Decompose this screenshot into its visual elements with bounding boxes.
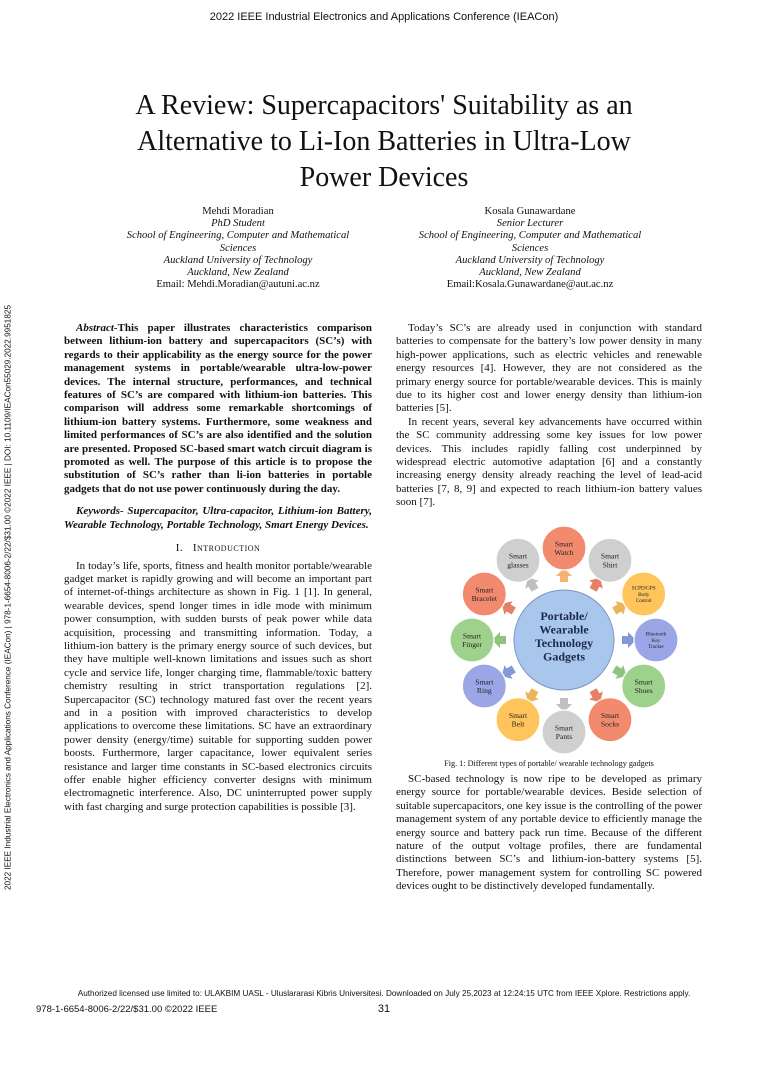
keywords-label: Keywords- bbox=[76, 505, 124, 518]
author-role: Senior Lecturer bbox=[496, 218, 564, 230]
section-number: I. bbox=[175, 542, 184, 555]
gadget-label: Smart bbox=[554, 539, 574, 549]
gadget-label: Smart bbox=[600, 551, 620, 561]
right-column-bottom bbox=[396, 773, 702, 894]
author-school-cont: Sciences bbox=[511, 242, 549, 254]
gadget-label: Socks bbox=[600, 719, 620, 729]
keywords bbox=[64, 505, 372, 532]
paper-title bbox=[60, 88, 708, 196]
wearable-gadgets-diagram bbox=[396, 522, 702, 758]
center-label: Gadgets bbox=[543, 649, 585, 664]
keywords-text: Supercapacitor, Ultra-capacitor, Lithium-ion Battery, Wearable Technology, Portable Technology, Smart Energy Devices. bbox=[64, 505, 372, 531]
right-paragraph-1: Today’s SC’s are already used in conjunction with standard batteries to compensate for the battery’s low power density in many high-power applications, such as electric vehicles and renewable energy resources [4]. However, they are not considered as the primary energy source for portable/wearable devices. This is mainly due to its higher cost and lower energy density than lithium-ion batteries [5]. bbox=[396, 322, 702, 415]
gadget-label: Key bbox=[651, 637, 661, 644]
gadget-label: Pants bbox=[555, 732, 573, 741]
author-school-cont: Sciences bbox=[219, 242, 257, 254]
right-paragraph-2: In recent years, several key advancements have occurred within the SC community addressing some key issues for low power devices. This includes rapidly falling cost underpinned by widespread electric automotive adaptation [6] and a constantly increasing energy density already reaching the level of lead-acid batteries [7, 8, 9] and expected to reach lithium-ion battery values soon [7]. bbox=[396, 415, 702, 509]
left-column bbox=[64, 322, 372, 814]
author-location: Auckland, New Zealand bbox=[187, 267, 289, 279]
author-block-1 bbox=[88, 206, 388, 291]
footer-isbn: 978-1-6654-8006-2/22/$31.00 ©2022 IEEE bbox=[36, 1004, 218, 1015]
intro-paragraph: In today’s life, sports, fitness and health monitor portable/wearable gadget market is rapidly growing and will become an important part of internet-of-things architecture as shown in Fig. 1 [1]. In general, wearable devices, spend longer times in idle mode with minimum power consumption, with sudden bursts of peak power while data acquisition, processing and transmitting information. Today, a lithium-ion battery is the primary energy source of such devices, but they have multiple well-known limitations and issues such as short cycle and service life, longer charging time, flammable/toxic battery chemistry resulting in strict transportation regulations [2]. Supercapacitor (SC) technology matured fast over the recent years and in a position with improved characteristics to develop applications to overcome these limitations. SC have an extraordinary power density (energy/time) suitable for supporting sudden power boosts. Furthermore, larger capacitance, lower equivalent series resistance and larger time constants in SC-based electronics circuits offer enable higher efficiency converter designs with minimum electromagnetic interference. Also, DC uninterrupted power supply with fast charging and surge protection capabilities is possible [3]. bbox=[64, 559, 372, 813]
center-label: Technology bbox=[534, 636, 594, 650]
gadget-label: Body bbox=[638, 591, 650, 598]
gadget-label: Smart bbox=[462, 631, 482, 641]
gadget-label: Shoes bbox=[634, 686, 653, 695]
abstract bbox=[64, 322, 372, 496]
author-location: Auckland, New Zealand bbox=[479, 267, 581, 279]
title-line: Alternative to Li-Ion Batteries in Ultra-Low bbox=[137, 126, 631, 157]
section-title: Introduction bbox=[192, 542, 261, 555]
title-line: A Review: Supercapacitors' Suitability as an bbox=[135, 90, 633, 121]
right-column-top bbox=[396, 322, 702, 510]
gadget-label: Smart bbox=[554, 723, 574, 733]
gadget-label: Ring bbox=[476, 686, 492, 695]
gadget-label: Smart bbox=[634, 677, 653, 687]
gadget-label: Smart bbox=[508, 551, 528, 561]
author-role: PhD Student bbox=[211, 218, 265, 230]
conference-header: 2022 IEEE Industrial Electronics and Applications Conference (IEACon) bbox=[209, 11, 559, 23]
author-university: Auckland University of Technology bbox=[163, 254, 313, 266]
figure-1 bbox=[396, 522, 702, 758]
gadget-label: Smart bbox=[600, 711, 620, 720]
author-university: Auckland University of Technology bbox=[455, 254, 605, 266]
figure-caption: Fig. 1: Different types of portable/ wearable technology gadgets bbox=[444, 759, 654, 768]
gadget-label: SCPD/GPS bbox=[631, 585, 656, 592]
gadget-label: Shirt bbox=[602, 560, 618, 570]
abstract-label: Abstract- bbox=[76, 322, 118, 334]
gadget-label: Smart bbox=[508, 711, 528, 720]
author-name: Mehdi Moradian bbox=[202, 206, 274, 217]
page-number: 31 bbox=[377, 1003, 391, 1015]
author-school: School of Engineering, Computer and Mathematical bbox=[126, 230, 350, 242]
footer-license-notice: Authorized licensed use limited to: ULAKBIM UASL - Uluslararasi Kibris Universitesi. Downloaded on July 25,2023 at 12:24:15 UTC from IEEE Xplore. Restrictions apply. bbox=[77, 989, 691, 998]
title-line: Power Devices bbox=[299, 162, 469, 193]
author-name: Kosala Gunawardane bbox=[484, 206, 576, 217]
author-email[interactable]: Email: Mehdi.Moradian@autuni.ac.nz bbox=[156, 279, 320, 291]
gadget-label: Bluetooth bbox=[645, 631, 667, 638]
center-label: Wearable bbox=[539, 622, 589, 637]
side-doi-mark: 2022 IEEE Industrial Electronics and Applications Conference (IEACon) | 978-1-6654-8006-2/22/$31.00 ©2022 IEEE | DOI: 10.1109/IEACon55029.2022.9951825 bbox=[3, 305, 13, 891]
gadget-label: Tracker bbox=[648, 644, 664, 651]
gadget-label: Control bbox=[635, 598, 652, 605]
author-school: School of Engineering, Computer and Mathematical bbox=[418, 230, 642, 242]
gadget-label: glasses bbox=[507, 560, 529, 570]
author-email[interactable]: Email:Kosala.Gunawardane@aut.ac.nz bbox=[446, 279, 614, 291]
gadget-label: Finger bbox=[462, 640, 482, 649]
gadget-label: Watch bbox=[554, 548, 574, 557]
gadget-label: Smart bbox=[475, 677, 494, 687]
right-paragraph-3: SC-based technology is now ripe to be developed as primary energy source for portable/wearable devices. Beside selection of suitable supercapacitors, one key issue is the controlling of the power management system of any portable device to efficiently manage the energy source and battery pack run time. Because of the different nature of the output voltage profiles, there are fundamental distinctions between SC’s and lithium-ion-battery systems [5]. Therefore, power management system for controlling SC powered devices ought to be distinctively developed fundamentally. bbox=[396, 773, 702, 893]
abstract-text: This paper illustrates characteristics comparison between lithium-ion battery and supercapacitors (SC’s) with regards to their applicability as the energy source for the power management systems in portable/wearable ultra-low-power devices. The internal structure, performances, and technical features of SC’s are compared with lithium-ion batteries. This comparison will address some remarkable shortcomings of lithium-ion battery systems. Furthermore, some weakness and limited performances of SC’s are also identified and the solution are presented. Proposed SC-based smart watch circuit diagram is promoted as well. The purpose of this article is to propose the substitution of SC’s rather than li-ion batteries in portable gadgets that do not use power continuously during the day. bbox=[64, 322, 372, 495]
gadget-label: Belt bbox=[511, 719, 525, 729]
gadget-label: Smart bbox=[475, 585, 494, 595]
gadget-label: Bracelet bbox=[471, 594, 497, 603]
section-heading bbox=[64, 542, 372, 555]
author-block-2 bbox=[380, 206, 680, 291]
center-label: Portable/ bbox=[540, 609, 588, 623]
